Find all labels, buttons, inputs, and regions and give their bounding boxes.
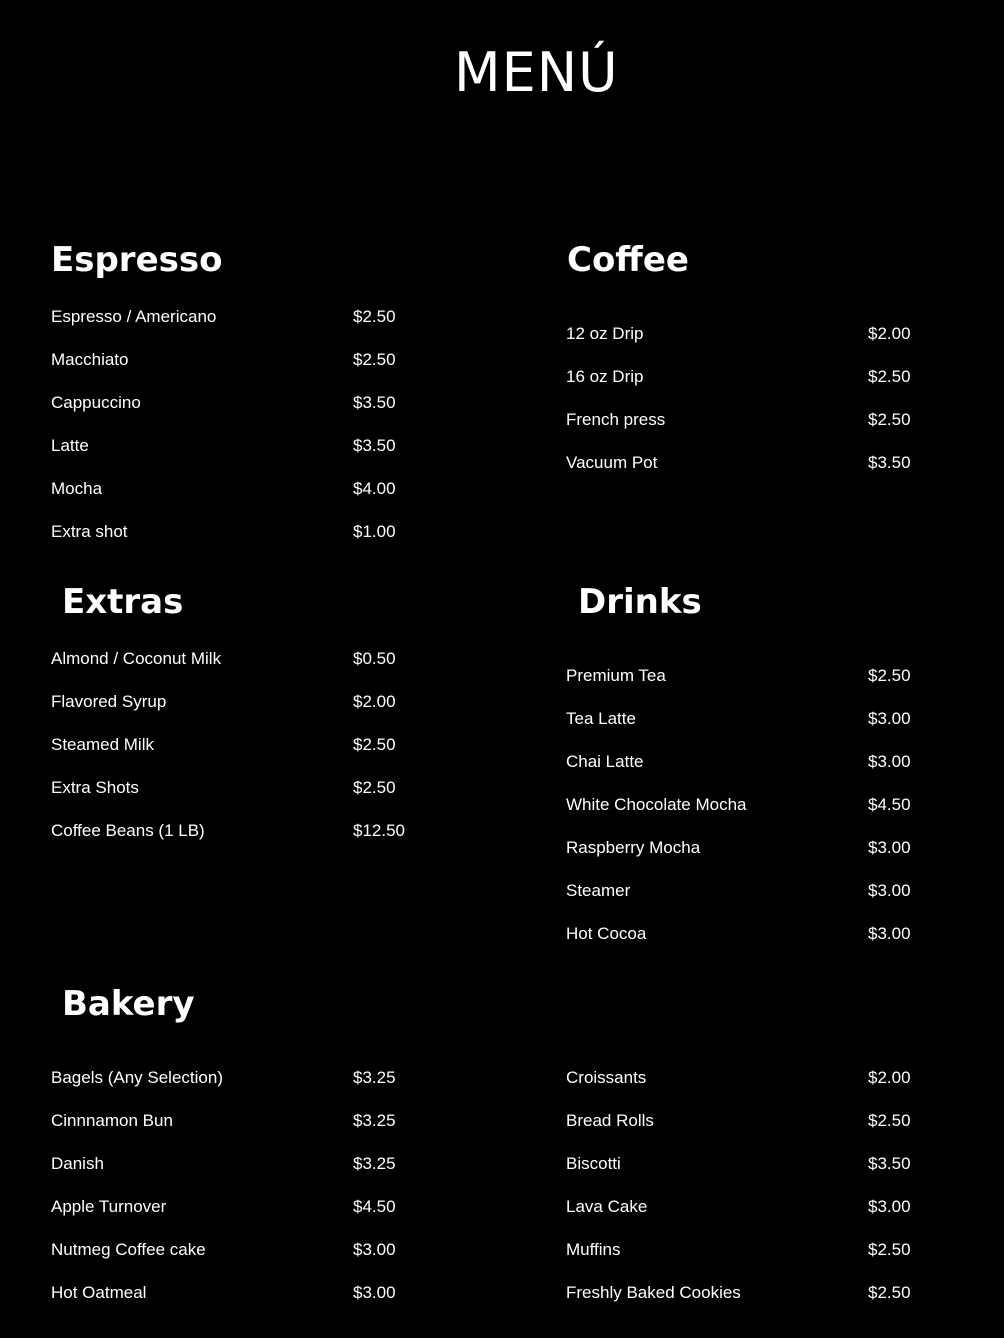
espresso-heading: Espresso xyxy=(51,240,223,280)
menu-item-name: Apple Turnover xyxy=(51,1197,167,1216)
menu-item-price: $2.50 xyxy=(868,1283,911,1302)
menu-item-price: $3.50 xyxy=(353,436,396,455)
menu-item-price: $4.00 xyxy=(353,479,396,498)
menu-item-name: Espresso / Americano xyxy=(51,307,217,326)
menu-item-price: $3.00 xyxy=(868,1197,911,1216)
menu-item-name: Vacuum Pot xyxy=(566,453,658,472)
menu-item-name: Tea Latte xyxy=(566,709,636,728)
menu-item-name: White Chocolate Mocha xyxy=(566,795,747,814)
menu-item-price: $3.25 xyxy=(353,1068,396,1087)
menu-item-price: $3.00 xyxy=(868,838,911,857)
menu-item-price: $2.00 xyxy=(868,1068,911,1087)
menu-item-price: $3.00 xyxy=(868,881,911,900)
menu-item-name: Bread Rolls xyxy=(566,1111,654,1130)
page-title: MENÚ xyxy=(454,41,619,104)
coffee-heading: Coffee xyxy=(567,240,689,280)
menu-item-name: Cappuccino xyxy=(51,393,141,412)
menu-item-name: French press xyxy=(566,410,666,429)
menu-item-price: $2.50 xyxy=(353,350,396,369)
menu-item-price: $2.50 xyxy=(868,1111,911,1130)
menu-item-price: $3.50 xyxy=(868,453,911,472)
menu-item-name: Muffins xyxy=(566,1240,621,1259)
menu-item-price: $0.50 xyxy=(353,649,396,668)
menu-item-price: $3.50 xyxy=(353,393,396,412)
menu-item-name: Mocha xyxy=(51,479,103,498)
menu-item-name: Hot Oatmeal xyxy=(51,1283,147,1302)
menu-item-name: Biscotti xyxy=(566,1154,621,1173)
menu-item-name: Extra shot xyxy=(51,522,128,541)
drinks-heading: Drinks xyxy=(578,582,702,622)
menu-item-name: Steamed Milk xyxy=(51,735,154,754)
menu-item-name: Croissants xyxy=(566,1068,647,1087)
menu-item-name: 12 oz Drip xyxy=(566,324,644,343)
menu-item-price: $3.00 xyxy=(353,1240,396,1259)
menu-item-price: $3.50 xyxy=(868,1154,911,1173)
bakery-heading: Bakery xyxy=(62,984,195,1024)
menu-item-name: Coffee Beans (1 LB) xyxy=(51,821,205,840)
menu-item-name: Nutmeg Coffee cake xyxy=(51,1240,206,1259)
menu-item-price: $2.00 xyxy=(868,324,911,343)
menu-item-name: Raspberry Mocha xyxy=(566,838,701,857)
menu-item-name: Extra Shots xyxy=(51,778,139,797)
menu-item-price: $2.50 xyxy=(868,1240,911,1259)
menu-item-name: Macchiato xyxy=(51,350,129,369)
menu-item-name: Flavored Syrup xyxy=(51,692,167,711)
menu-item-name: Lava Cake xyxy=(566,1197,648,1216)
menu-item-name: Premium Tea xyxy=(566,666,666,685)
menu-item-name: Danish xyxy=(51,1154,104,1173)
menu-item-price: $3.25 xyxy=(353,1154,396,1173)
menu-item-price: $3.00 xyxy=(868,924,911,943)
menu-item-price: $2.50 xyxy=(868,367,911,386)
menu-item-name: Steamer xyxy=(566,881,631,900)
menu-item-price: $3.00 xyxy=(353,1283,396,1302)
menu-item-name: Almond / Coconut Milk xyxy=(51,649,222,668)
menu-item-name: Freshly Baked Cookies xyxy=(566,1283,741,1302)
menu-item-price: $12.50 xyxy=(353,821,405,840)
menu-item-name: Hot Cocoa xyxy=(566,924,647,943)
menu-item-price: $1.00 xyxy=(353,522,396,541)
menu-item-price: $3.25 xyxy=(353,1111,396,1130)
menu-item-name: Bagels (Any Selection) xyxy=(51,1068,223,1087)
menu-item-price: $2.00 xyxy=(353,692,396,711)
menu-item-name: Chai Latte xyxy=(566,752,644,771)
menu-item-price: $4.50 xyxy=(868,795,911,814)
menu-item-price: $2.50 xyxy=(353,778,396,797)
menu-item-price: $4.50 xyxy=(353,1197,396,1216)
menu-item-price: $3.00 xyxy=(868,752,911,771)
menu-item-name: Cinnnamon Bun xyxy=(51,1111,173,1130)
menu-item-price: $2.50 xyxy=(868,410,911,429)
menu-item-price: $2.50 xyxy=(353,307,396,326)
menu-item-name: Latte xyxy=(51,436,89,455)
menu-item-price: $2.50 xyxy=(868,666,911,685)
extras-heading: Extras xyxy=(62,582,184,622)
menu-item-price: $3.00 xyxy=(868,709,911,728)
menu-item-price: $2.50 xyxy=(353,735,396,754)
menu-item-name: 16 oz Drip xyxy=(566,367,644,386)
